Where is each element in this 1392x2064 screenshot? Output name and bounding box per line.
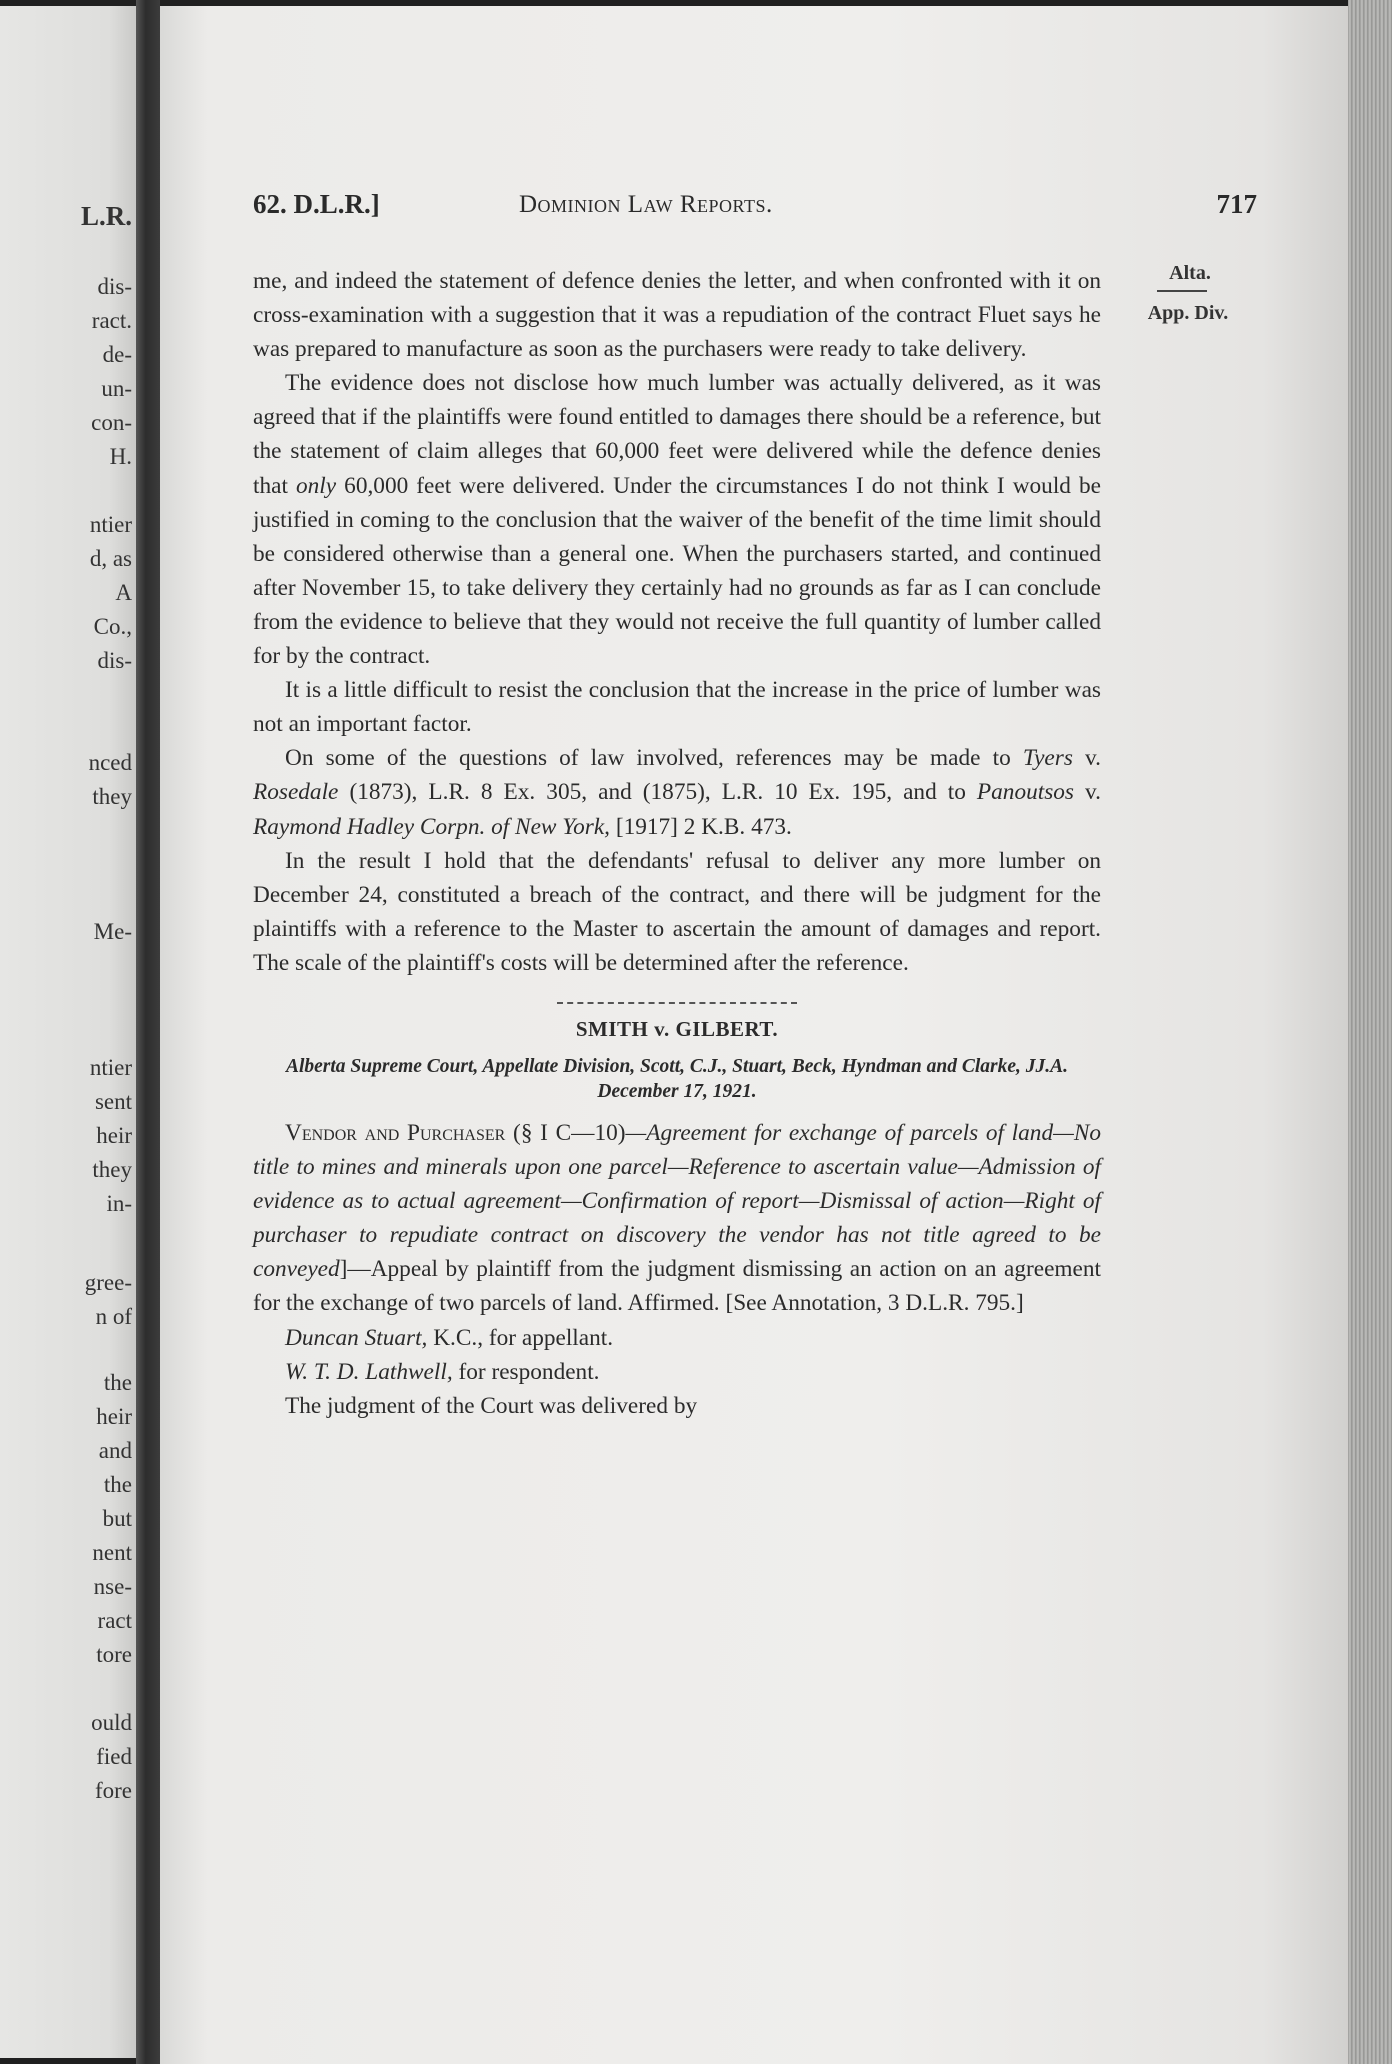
left-line: con- bbox=[91, 410, 132, 435]
left-line: they bbox=[92, 1157, 132, 1182]
left-line: they bbox=[92, 784, 132, 809]
headnote-topic: Vendor and Purchaser bbox=[285, 1119, 506, 1146]
counsel-line bbox=[253, 1355, 1101, 1389]
paragraph: me, and indeed the statement of defence denies the letter, and when confronted with it on cross-examination with a suggestion that it was a repudiation of the contract Fluet says he was prepared to manufacture as soon as the purchasers were ready to take delivery. bbox=[253, 268, 1101, 363]
volume-reference: 62. D.L.R.] bbox=[253, 189, 380, 219]
page-edge bbox=[1348, 0, 1392, 2064]
text-run: The evidence does not disclose how much lumber was actually delivered, as it was agreed that if the plaintiffs were found entitled to damages there should be a reference, but the statement of claim alleges that 60,000 feet were delivered while the defence denies that bbox=[253, 370, 1101, 499]
margin-note bbox=[1124, 262, 1252, 325]
text-run: for respondent. bbox=[452, 1358, 600, 1385]
paragraph bbox=[253, 366, 1101, 673]
left-line: the bbox=[103, 1472, 132, 1497]
case-name: Panoutsos bbox=[976, 779, 1074, 806]
margin-court: App. Div. bbox=[1147, 302, 1229, 324]
text-run: On some of the questions of law involved, references may be made to bbox=[285, 745, 1023, 772]
text-run: (§ I C—10) bbox=[505, 1119, 626, 1146]
left-line: nent bbox=[92, 1540, 132, 1565]
text-run: [1917] 2 K.B. 473. bbox=[610, 813, 792, 840]
left-line: ract bbox=[97, 1608, 132, 1633]
left-line: ould bbox=[91, 1710, 132, 1735]
book-spine bbox=[136, 0, 160, 2064]
main-text bbox=[253, 264, 1101, 1423]
closing-line: The judgment of the Court was delivered by bbox=[285, 1392, 698, 1419]
running-header bbox=[253, 189, 1257, 229]
left-line: nse- bbox=[93, 1574, 132, 1599]
text-run: 60,000 feet were delivered. Under the circumstances I do not think I would be justified in coming to the conclusion that the waiver of the benefit of the time limit should be considered otherwise than a general one. When the purchasers started, and continued after November 15, to take delivery they certainly had no grounds as far as I can conclude from the evidence to believe that they would not receive the full quantity of lumber called for by the contract. bbox=[253, 472, 1101, 670]
left-line: tore bbox=[96, 1642, 132, 1667]
left-line: n of bbox=[95, 1304, 132, 1329]
section-divider bbox=[557, 1002, 797, 1004]
left-line: ntier bbox=[89, 1055, 132, 1080]
case-name: Tyers bbox=[1022, 745, 1073, 772]
left-line: H. bbox=[109, 444, 132, 469]
left-line: ract. bbox=[91, 308, 132, 333]
left-line: un- bbox=[101, 376, 132, 401]
left-line: fore bbox=[94, 1778, 132, 1803]
text-run: (1873), L.R. 8 Ex. 305, and (1875), L.R. 10 Ex. 195, and to bbox=[338, 779, 977, 806]
counsel-name: W. T. D. Lathwell, bbox=[285, 1358, 453, 1385]
counsel-line bbox=[253, 1321, 1101, 1355]
left-line: but bbox=[102, 1506, 132, 1531]
case-name: Rosedale bbox=[253, 779, 339, 806]
left-line: ntier bbox=[89, 512, 132, 537]
headnote-summary: —Agreement for exchange of parcels of land—No title to mines and minerals upon one parcel—Reference to ascertain value—Admission of evidence as to actual agreement—Confirmation of report—Dismissal of action—Right of purchaser to repudiate contract on discovery the vendor has not title agreed to be conveyed bbox=[253, 1119, 1102, 1283]
page-number: 717 bbox=[1216, 189, 1257, 219]
left-line: sent bbox=[94, 1089, 132, 1114]
court-line: Alberta Supreme Court, Appellate Division, Scott, C.J., Stuart, Beck, Hyndman and Clarke, JJ.A. December 17, 1921. bbox=[285, 1055, 1069, 1102]
left-line: the bbox=[103, 1370, 132, 1395]
text-run: K.C., for appellant. bbox=[427, 1324, 614, 1351]
left-line: heir bbox=[96, 1123, 132, 1148]
text-run: v. bbox=[1074, 779, 1101, 806]
publication-title: Dominion Law Reports. bbox=[519, 191, 773, 218]
left-line: gree- bbox=[84, 1270, 132, 1295]
left-line: and bbox=[98, 1438, 132, 1463]
left-line: de- bbox=[102, 342, 132, 367]
case-title: SMITH v. GILBERT. bbox=[575, 1016, 779, 1041]
left-line: heir bbox=[96, 1404, 132, 1429]
text-run: ]—Appeal by plaintiff from the judgment dismissing an action on an agreement for the exchange of two parcels of land. Affirmed. [See Annotation, 3 D.L.R. 795.] bbox=[253, 1256, 1101, 1317]
left-line: A bbox=[115, 580, 132, 605]
left-line: d, as bbox=[89, 546, 132, 571]
left-page-text bbox=[0, 6, 132, 2058]
case-name: Raymond Hadley Corpn. of New York, bbox=[253, 813, 610, 840]
left-line: Me- bbox=[93, 919, 132, 944]
left-line: fied bbox=[96, 1744, 132, 1769]
paragraph bbox=[253, 741, 1101, 843]
headnote bbox=[253, 1116, 1101, 1321]
italic-text: only bbox=[296, 472, 337, 499]
text-run: v. bbox=[1072, 745, 1101, 772]
left-line: nced bbox=[88, 750, 132, 775]
counsel-name: Duncan Stuart, bbox=[285, 1324, 428, 1351]
left-page-fragment bbox=[0, 6, 136, 2058]
left-line: dis- bbox=[97, 648, 132, 673]
paragraph: In the result I hold that the defendants' refusal to deliver any more lumber on December 24, constituted a breach of the contract, and there will be judgment for the plaintiffs with a reference to the Master to ascertain the amount of damages and report. The scale of the plaintiff's costs will be determined after the reference. bbox=[253, 847, 1101, 976]
left-line: Co., bbox=[93, 614, 132, 639]
left-line: dis- bbox=[97, 274, 132, 299]
left-line: in- bbox=[106, 1191, 132, 1216]
margin-rule bbox=[1157, 290, 1207, 292]
left-line: L.R. bbox=[80, 201, 132, 231]
paragraph: It is a little difficult to resist the conclusion that the increase in the price of lumber was not an important factor. bbox=[253, 677, 1101, 738]
margin-province: Alta. bbox=[1169, 262, 1211, 284]
